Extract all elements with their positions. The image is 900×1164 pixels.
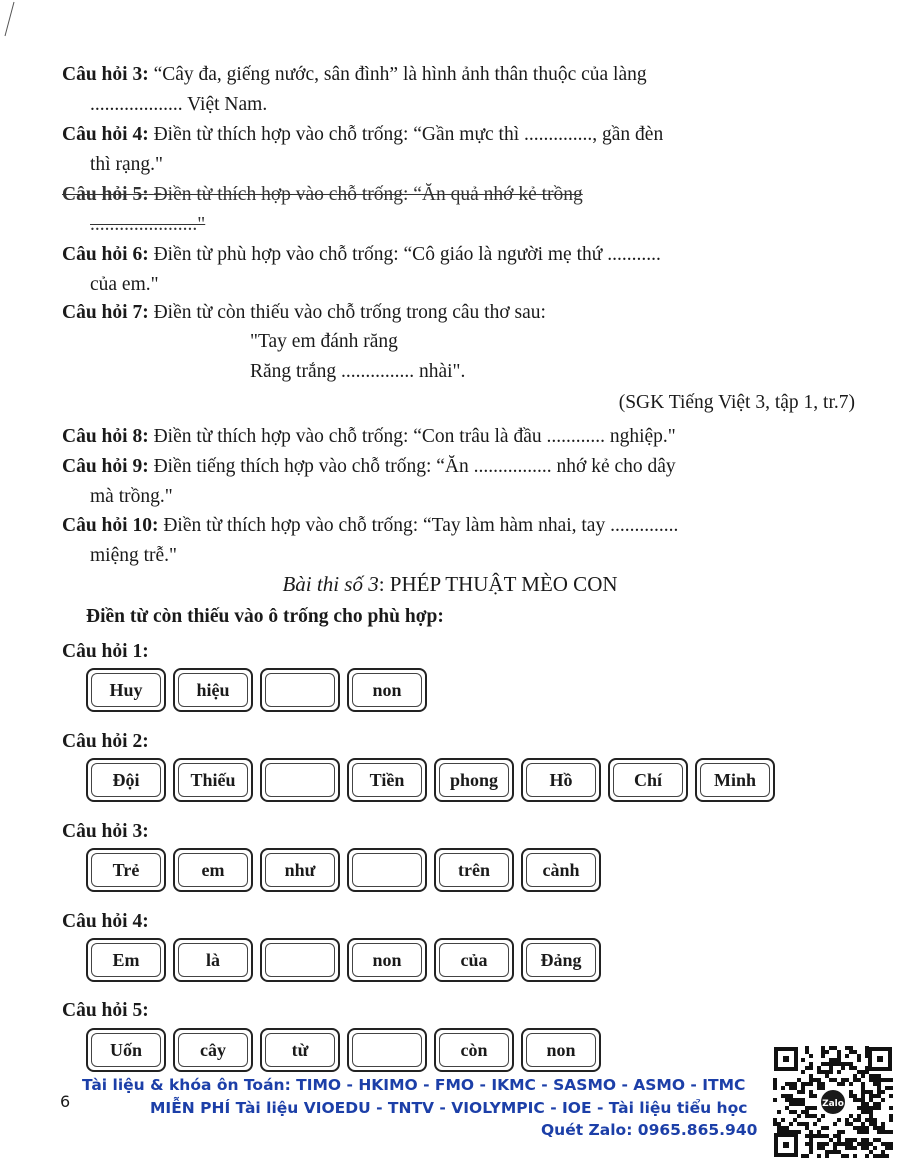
word-box-text: Hồ <box>549 769 573 790</box>
word-box <box>173 848 253 892</box>
answer-blank-box[interactable] <box>260 938 340 982</box>
word-box <box>173 668 253 712</box>
zalo-qr-code[interactable] <box>773 1046 893 1158</box>
word-box-text: Minh <box>713 769 756 790</box>
word-box <box>86 1028 166 1072</box>
word-box <box>173 938 253 982</box>
qr-zalo-badge: Zalo <box>822 1099 844 1109</box>
section-title: Bài thi số 3: PHÉP THUẬT MÈO CON <box>282 572 618 596</box>
question-5: Câu hỏi 5: Điền từ thích hợp vào chỗ trống: “Ăn quả nhớ kẻ trồng ......................" <box>62 184 583 235</box>
box-question-1-label: Câu hỏi 1: <box>62 641 149 662</box>
word-box-text: Em <box>112 949 140 970</box>
question-7: Câu hỏi 7: Điền từ còn thiếu vào chỗ trống trong câu thơ sau: <box>62 302 546 323</box>
word-box-text: non <box>372 679 402 700</box>
question-8: Câu hỏi 8: Điền từ thích hợp vào chỗ trống: “Con trâu là đầu ............ nghiệp." <box>62 426 676 447</box>
word-box <box>260 1028 340 1072</box>
word-box <box>347 758 427 802</box>
word-box <box>86 758 166 802</box>
word-box <box>521 1028 601 1072</box>
word-box-text: phong <box>449 769 499 790</box>
word-box <box>521 938 601 982</box>
word-box <box>347 668 427 712</box>
word-box-text: non <box>372 949 402 970</box>
word-box <box>434 938 514 982</box>
word-box-text: của <box>460 949 488 970</box>
question-6: Câu hỏi 6: Điền từ phù hợp vào chỗ trống: “Cô giáo là người mẹ thứ ........... của em." <box>62 244 661 295</box>
word-box <box>86 848 166 892</box>
word-box <box>347 938 427 982</box>
word-box-text: Tiền <box>369 769 405 790</box>
word-box-text: Thiếu <box>190 769 236 790</box>
word-box <box>521 758 601 802</box>
word-box <box>173 758 253 802</box>
section-instruction: Điền từ còn thiếu vào ô trống cho phù hợp: <box>86 606 444 627</box>
question-4: Câu hỏi 4: Điền từ thích hợp vào chỗ trống: “Gần mực thì .............., gần đèn thì rạng." <box>62 124 664 175</box>
question-3: Câu hỏi 3: “Cây đa, giếng nước, sân đình” là hình ảnh thân thuộc của làng ................... Việt Nam. <box>62 64 647 115</box>
word-box-text: Uốn <box>109 1039 142 1060</box>
answer-blank-box[interactable] <box>260 758 340 802</box>
question-9: Câu hỏi 9: Điền tiếng thích hợp vào chỗ trống: “Ăn ................ nhớ kẻ cho dây mà trồng." <box>62 456 676 507</box>
word-box-text: như <box>284 859 316 880</box>
word-box-text: cây <box>200 1039 226 1060</box>
word-box-text: em <box>201 859 225 880</box>
answer-blank-box[interactable] <box>260 668 340 712</box>
word-box <box>521 848 601 892</box>
question-10: Câu hỏi 10: Điền từ thích hợp vào chỗ trống: “Tay làm hàm nhai, tay .............. miệng trễ." <box>62 515 679 566</box>
footer-line-1: Tài liệu & khóa ôn Toán: TIMO - HKIMO - FMO - IKMC - SASMO - ASMO - ITMC <box>82 1076 746 1094</box>
word-box-text: Đảng <box>540 949 582 970</box>
word-box-text: hiệu <box>196 679 230 700</box>
word-box-text: Chí <box>633 769 662 790</box>
word-box <box>608 758 688 802</box>
word-box-text: Huy <box>109 679 143 700</box>
word-box-text: Đội <box>112 769 140 790</box>
box-question-2-label: Câu hỏi 2: <box>62 731 149 752</box>
poem-line-2: Răng trắng ............... nhài". <box>250 361 466 382</box>
word-box <box>434 758 514 802</box>
word-box <box>434 1028 514 1072</box>
word-box <box>173 1028 253 1072</box>
word-box-text: non <box>546 1039 576 1060</box>
word-box <box>695 758 775 802</box>
box-question-4-label: Câu hỏi 4: <box>62 911 149 932</box>
word-box-text: cành <box>542 859 580 880</box>
footer-line-3: Quét Zalo: 0965.865.940 <box>541 1121 758 1139</box>
box-question-5-label: Câu hỏi 5: <box>62 1000 149 1021</box>
answer-blank-box[interactable] <box>347 848 427 892</box>
box-question-3-label: Câu hỏi 3: <box>62 821 149 842</box>
word-box <box>86 938 166 982</box>
page-number: 6 <box>60 1092 71 1111</box>
poem-source: (SGK Tiếng Việt 3, tập 1, tr.7) <box>618 392 855 413</box>
word-box-text: trên <box>458 859 490 880</box>
margin-pencil-mark <box>2 0 16 40</box>
footer-line-2: MIỄN PHÍ Tài liệu VIOEDU - TNTV - VIOLYMPIC - IOE - Tài liệu tiểu học <box>150 1099 748 1117</box>
word-box-text: từ <box>291 1039 309 1060</box>
word-box <box>434 848 514 892</box>
word-box <box>86 668 166 712</box>
word-box-text: còn <box>460 1039 488 1060</box>
poem-line-1: "Tay em đánh răng <box>250 331 398 352</box>
word-box-text: Trẻ <box>112 859 140 880</box>
word-box-text: là <box>205 949 220 970</box>
word-box <box>260 848 340 892</box>
answer-blank-box[interactable] <box>347 1028 427 1072</box>
